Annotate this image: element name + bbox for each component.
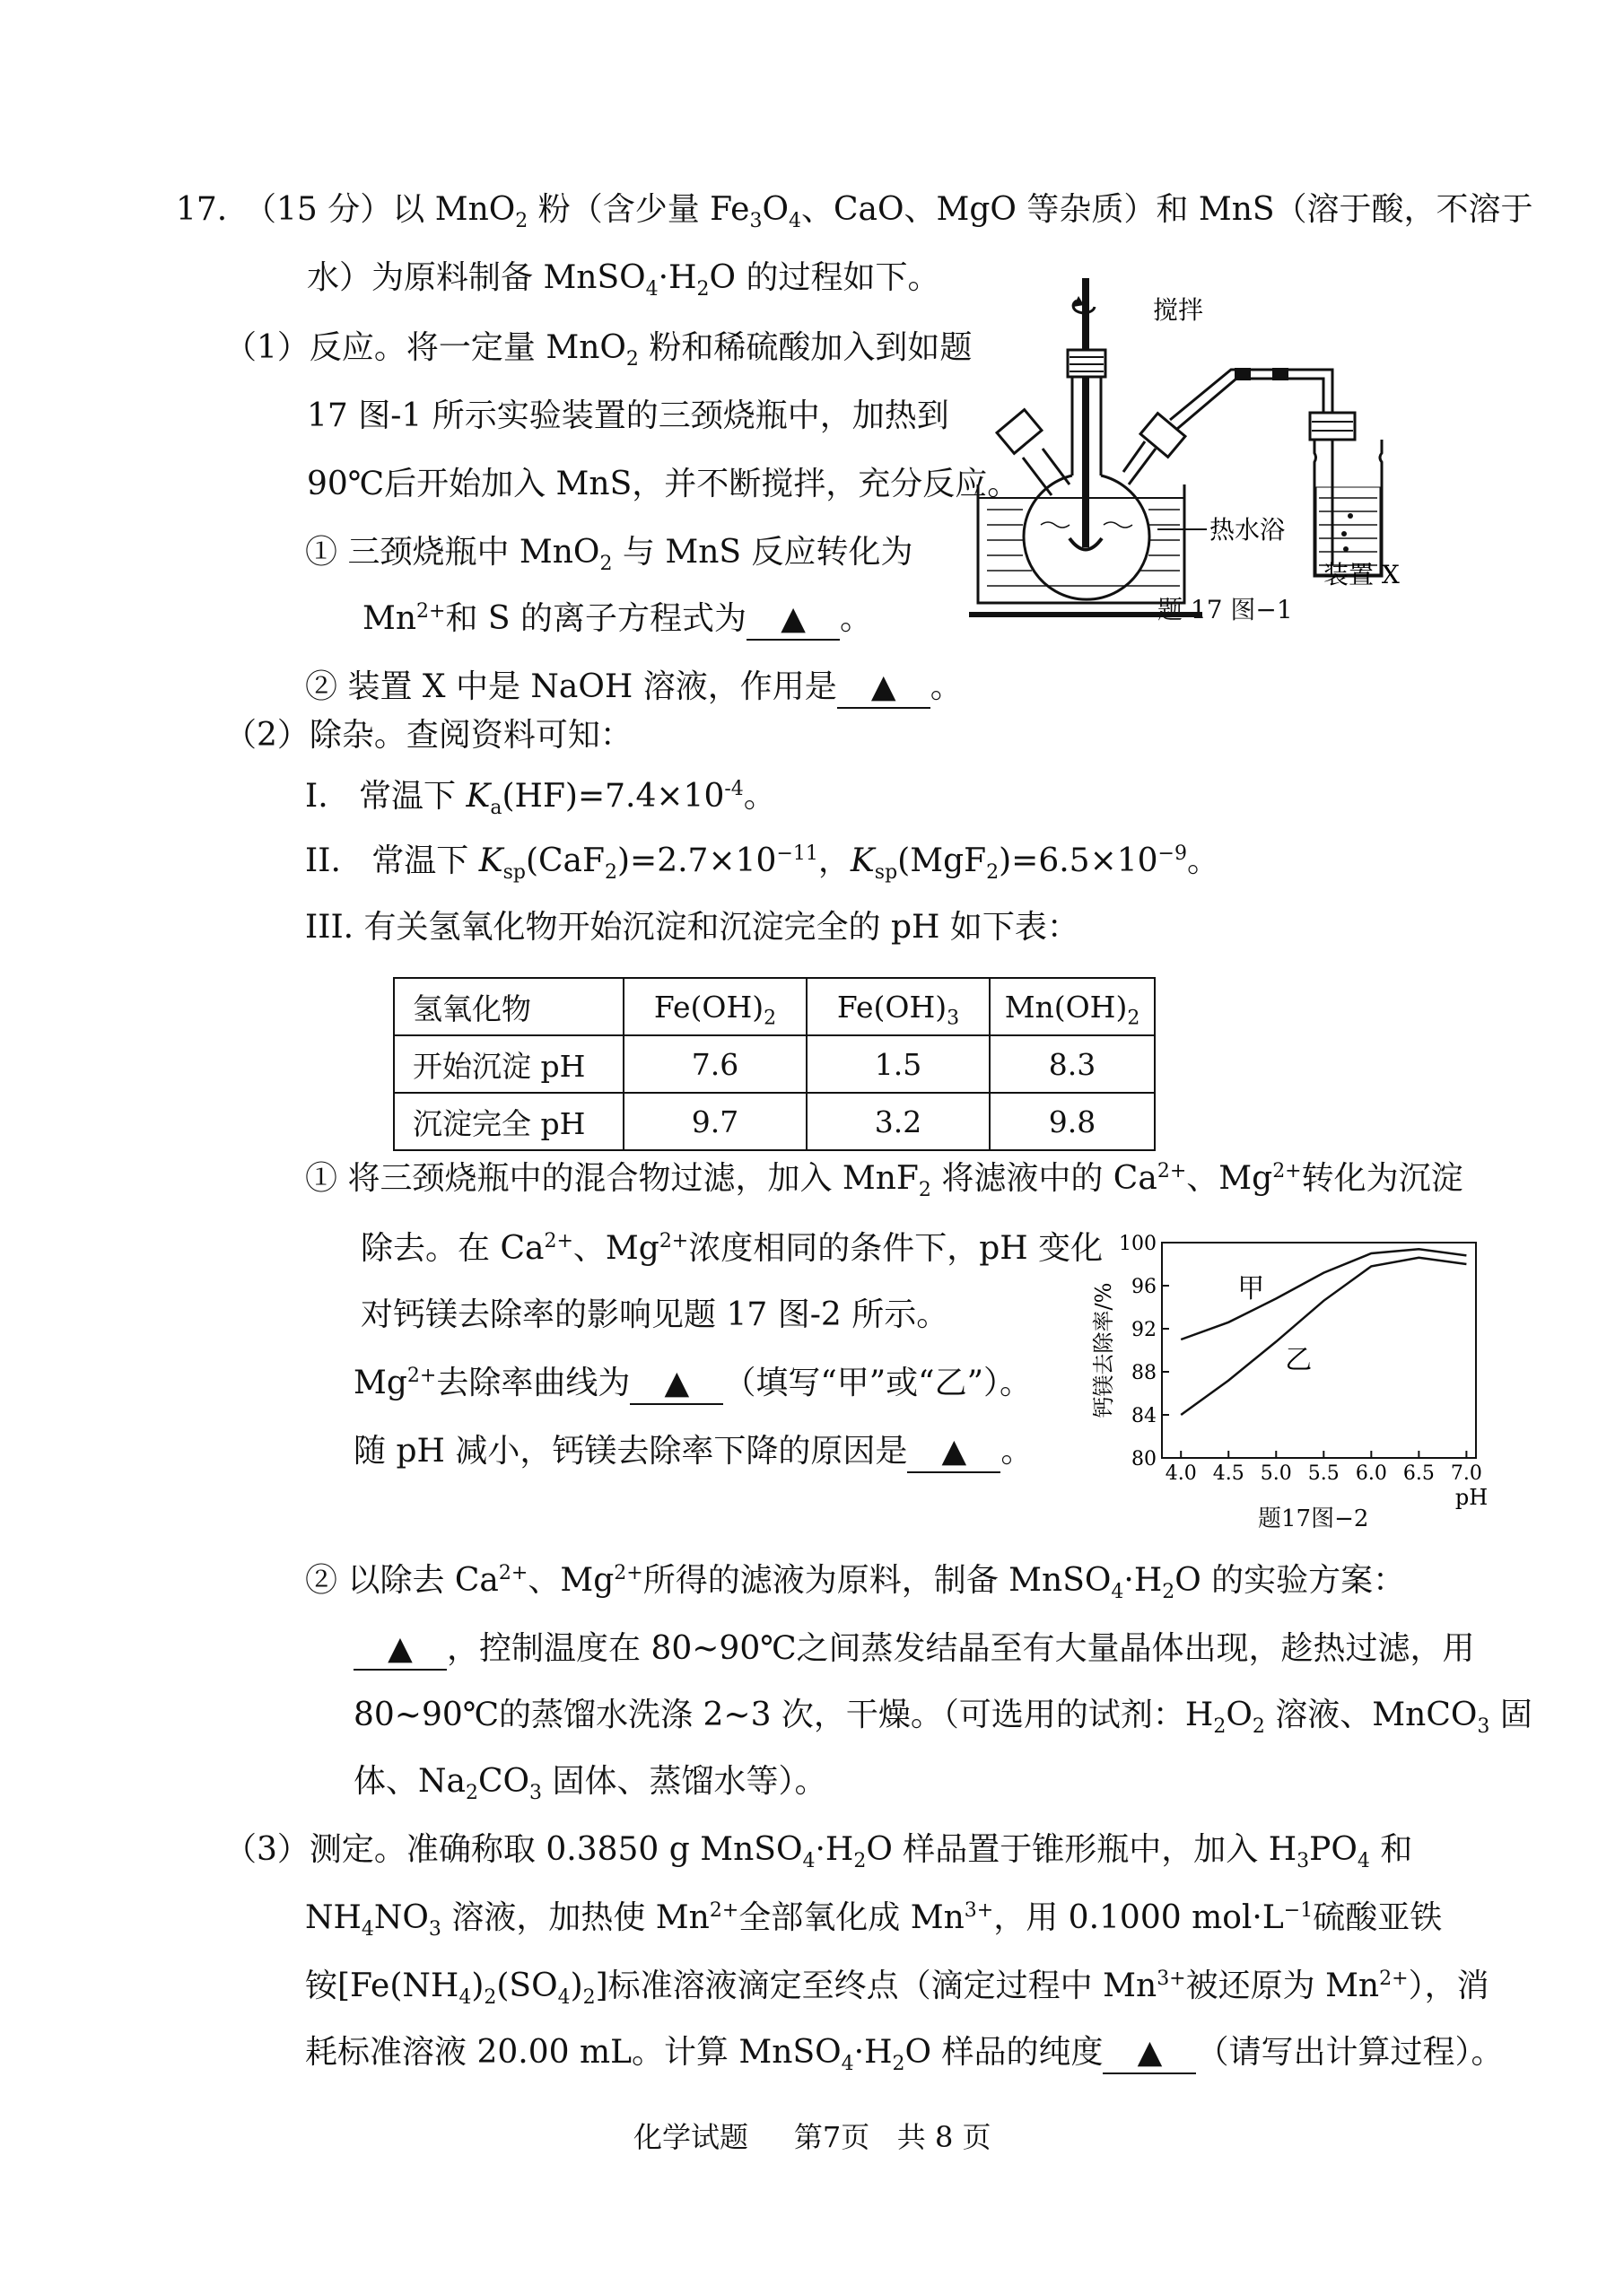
table-header-cell: $Mn(OH)_2$ xyxy=(990,978,1155,1035)
question-intro-line2: 水）为原料制备 $MnSO_4\cdot H_2O$ 的过程如下。 xyxy=(307,259,940,301)
table-row xyxy=(394,1035,1155,1093)
row-label: 沉淀完全 pH xyxy=(394,1093,624,1150)
answer-blank[interactable]: ▲ xyxy=(354,1629,447,1671)
x-tick-label: 5.0 xyxy=(1260,1462,1292,1485)
question-intro-line1: （15 分）以 MnO$_2$ 粉（含少量 $Fe_3O_4$、CaO、MgO 等杂质）和 MnS（溶于酸，不溶于 xyxy=(244,191,1533,233)
x-axis-label: pH xyxy=(1454,1485,1489,1510)
y-tick-label: 80 xyxy=(1131,1448,1157,1470)
apparatus-figure xyxy=(969,269,1436,646)
answer-blank[interactable]: ▲ xyxy=(1103,2033,1196,2074)
part2-item-iii: III. 有关氢氧化物开始沉淀和沉淀完全的 pH 如下表： xyxy=(305,909,1079,946)
part2-sub1-line1: ① 将三颈烧瓶中的混合物过滤，加入 MnF$_2$ 将滤液中的 $Ca^{2+}$、$Mg^{2+}$转化为沉淀 xyxy=(305,1160,1463,1202)
part2-sub1-line3: 对钙镁去除率的影响见题 17 图-2 所示。 xyxy=(361,1296,949,1333)
x-tick-label: 5.5 xyxy=(1307,1462,1340,1485)
part2-sub2-line3: 80~90℃的蒸馏水洗涤 2~3 次，干燥。（可选用的试剂：$H_2O_2$ 溶液、MnCO$_3$ 固 xyxy=(354,1697,1532,1739)
part1-sub1-line2: $Mn^{2+}$和 S 的离子方程式为 ▲ 。 xyxy=(362,599,872,641)
table-header-cell: $Fe(OH)_2$ xyxy=(624,978,807,1035)
table-cell: 9.8 xyxy=(990,1093,1155,1150)
x-tick-label: 6.5 xyxy=(1402,1462,1435,1485)
part2-sub2-line4: 体、$Na_2CO_3$ 固体、蒸馏水等）。 xyxy=(354,1763,827,1805)
part1-line1: （1）反应。将一定量 MnO$_2$ 粉和稀硫酸加入到如题 xyxy=(224,329,973,371)
table-cell: 8.3 xyxy=(990,1035,1155,1093)
part3-line4: 耗标准溶液 20.00 mL。计算 $MnSO_4\cdot H_2O$ 样品的纯度 ▲ （请写出计算过程）。 xyxy=(305,2034,1504,2076)
part1-sub1-line1: ① 三颈烧瓶中 MnO$_2$ 与 MnS 反应转化为 xyxy=(305,534,913,576)
x-tick-label: 4.0 xyxy=(1165,1462,1197,1485)
series-line-2 xyxy=(1181,1258,1466,1415)
x-tick-label: 7.0 xyxy=(1450,1462,1482,1485)
page-footer: 化学试题 第7页 共 8 页 xyxy=(633,2120,991,2154)
answer-blank[interactable]: ▲ xyxy=(907,1432,1000,1473)
y-tick-label: 84 xyxy=(1131,1405,1157,1427)
part2-item-i: I. 常温下 $K_a(HF)=7.4\times 10^{-4}$。 xyxy=(305,778,776,820)
question-number: 17. xyxy=(176,191,228,228)
table-header-cell: $Fe(OH)_3$ xyxy=(807,978,990,1035)
y-axis-label: 钙镁去除率/% xyxy=(1091,1282,1116,1418)
part2-item-ii: II. 常温下 $K_{sp}(CaF_2)=2.7\times 10^{-11}$，$K_{sp}(MgF_2)=6.5\times 10^{-9}$。 xyxy=(305,842,1219,885)
part1-line3: 90℃后开始加入 MnS，并不断搅拌，充分反应。 xyxy=(307,466,1020,502)
part2-sub1-line4: $Mg^{2+}$去除率曲线为 ▲ （填写“甲”或“乙”）。 xyxy=(354,1364,1032,1405)
part2-title: （2）除杂。查阅资料可知： xyxy=(224,717,633,754)
table-cell: 3.2 xyxy=(807,1093,990,1150)
precipitation-ph-table xyxy=(393,977,1156,1151)
removal-rate-chart xyxy=(1086,1220,1498,1516)
figure2-caption: 题17图−2 xyxy=(1258,1505,1369,1532)
part2-sub2-line2: ▲ ，控制温度在 80~90℃之间蒸发结晶至有大量晶体出现，趁热过滤，用 xyxy=(354,1629,1475,1671)
answer-blank[interactable]: ▲ xyxy=(747,599,840,641)
part3-line1: （3）测定。准确称取 0.3850 g $MnSO_4\cdot H_2O$ 样品置于锥形瓶中，加入 $H_3PO_4$ 和 xyxy=(224,1831,1413,1873)
stir-label: 搅拌 xyxy=(1153,295,1204,325)
answer-blank[interactable]: ▲ xyxy=(630,1364,723,1405)
y-tick-label: 92 xyxy=(1131,1319,1157,1341)
y-tick-label: 88 xyxy=(1131,1362,1157,1384)
figure1-caption: 题 17 图−1 xyxy=(1157,595,1293,624)
part3-line2: $NH_4NO_3$ 溶液，加热使 $Mn^{2+}$全部氧化成 $Mn^{3+}$，用 0.1000 $mol\cdot L^{-1}$硫酸亚铁 xyxy=(305,1899,1443,1942)
series-line-1 xyxy=(1181,1249,1466,1339)
table-cell: 7.6 xyxy=(624,1035,807,1093)
table-header-cell: 氢氧化物 xyxy=(394,978,624,1035)
y-tick-label: 96 xyxy=(1131,1276,1157,1298)
answer-blank[interactable]: ▲ xyxy=(837,668,930,709)
table-header-row xyxy=(394,978,1155,1035)
bath-label: 热水浴 xyxy=(1209,515,1286,545)
x-tick-label: 6.0 xyxy=(1355,1462,1387,1485)
part2-sub1-line5: 随 pH 减小，钙镁去除率下降的原因是 ▲ 。 xyxy=(354,1432,1033,1473)
part2-sub1-line2: 除去。在 $Ca^{2+}$、$Mg^{2+}$浓度相同的条件下，pH 变化 xyxy=(361,1230,1104,1267)
table-cell: 1.5 xyxy=(807,1035,990,1093)
device-x-label: 装置 X xyxy=(1323,560,1400,589)
table-cell: 9.7 xyxy=(624,1093,807,1150)
part1-line2: 17 图-1 所示实验装置的三颈烧瓶中，加热到 xyxy=(307,397,949,434)
part2-sub2-line1: ② 以除去 $Ca^{2+}$、$Mg^{2+}$所得的滤液为原料，制备 $MnSO_4\cdot H_2O$ 的实验方案： xyxy=(305,1562,1406,1604)
y-tick-label: 100 xyxy=(1119,1233,1157,1255)
table-row xyxy=(394,1093,1155,1150)
part1-sub2: ② 装置 X 中是 NaOH 溶液，作用是 ▲ 。 xyxy=(305,668,963,709)
row-label: 开始沉淀 pH xyxy=(394,1035,624,1093)
series-label: 乙 xyxy=(1285,1344,1313,1376)
series-label: 甲 xyxy=(1237,1272,1265,1305)
x-tick-label: 4.5 xyxy=(1212,1462,1244,1485)
part3-line3: 铵$[Fe(NH_4)_2(SO_4)_2]$标准溶液滴定至终点（滴定过程中 $Mn^{3+}$被还原为 $Mn^{2+}$），消 xyxy=(305,1968,1489,2010)
